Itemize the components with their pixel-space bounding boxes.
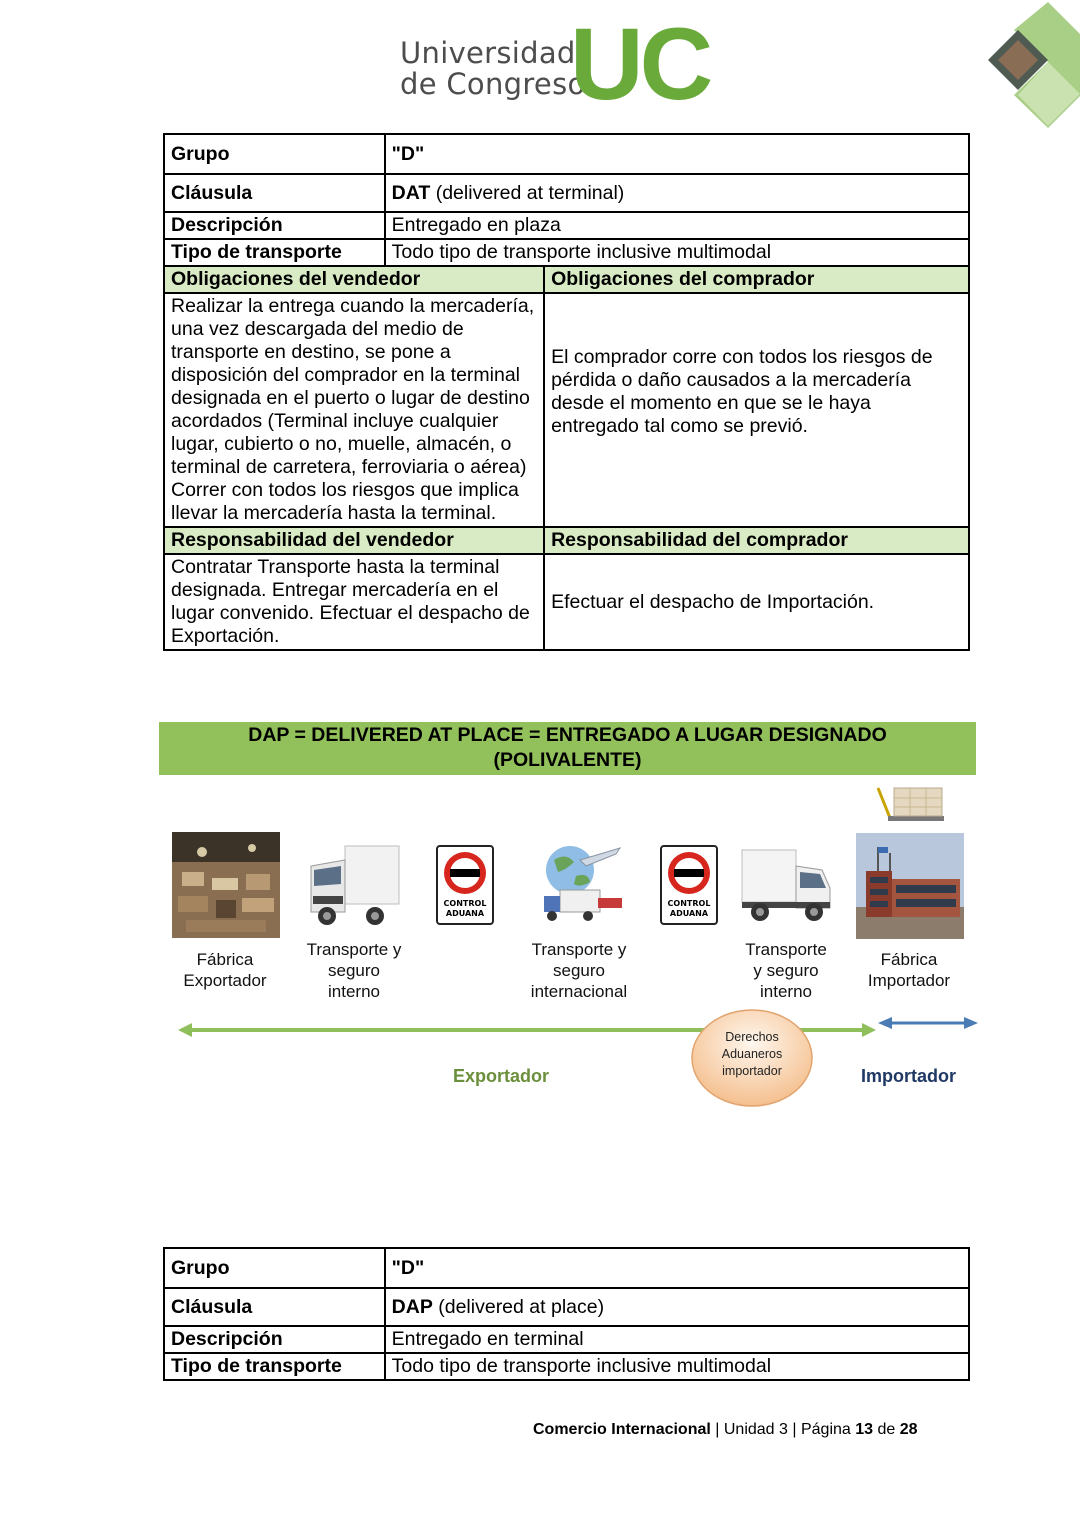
- no-entry-icon: [442, 850, 488, 896]
- control-sign-1-line2: ADUANA: [445, 909, 485, 918]
- dat-responsabilidad-comprador-header: Responsabilidad del comprador: [544, 527, 969, 554]
- label-fabrica-importador-l1: Fábrica: [880, 950, 938, 969]
- label-fabrica-importador-l2: Importador: [867, 971, 951, 990]
- logo-line2: de Congreso: [400, 67, 586, 101]
- dat-obligaciones-vendedor: Realizar la entrega cuando la mercadería, una vez descargada del medio de transporte en destino, se pone a disposición del comprador en la terminal designada en el puerto o lugar de destino acordados (Terminal incluye cualquier lugar, cubierto o no, muelle, almacén, o terminal de carretera, ferroviaria o aérea) Correr con todos los riesgos que implica llevar la mercadería hasta la terminal.: [164, 293, 544, 527]
- control-sign-2-line2: ADUANA: [669, 909, 709, 918]
- dap-tipo-label: Tipo de transporte: [164, 1353, 385, 1380]
- importer-arrow-left-head: [878, 1017, 892, 1029]
- control-sign-1-line1: CONTROL: [443, 899, 487, 908]
- label-transporte-interno-l3: interno: [328, 982, 380, 1001]
- dap-banner-line1: DAP = DELIVERED AT PLACE = ENTREGADO A LUGAR DESIGNADO: [248, 724, 887, 746]
- derechos-l1: Derechos: [725, 1030, 779, 1044]
- label-transporte-interno-2-l1: Transporte: [745, 940, 827, 959]
- dap-table: [163, 1247, 970, 1381]
- dap-grupo-label: Grupo: [164, 1248, 385, 1288]
- international-transport-icon: [536, 842, 624, 924]
- dat-descripcion-value: Entregado en plaza: [385, 212, 969, 239]
- dat-clausula-desc: (delivered at terminal): [430, 181, 625, 204]
- footer-unit: Unidad 3: [723, 1421, 788, 1438]
- dat-obligaciones-comprador-header: Obligaciones del comprador: [544, 266, 969, 293]
- page-footer: Comercio Internacional | Unidad 3 | Página 13 de 28: [533, 1421, 918, 1438]
- dat-descripcion-label: Descripción: [164, 212, 385, 239]
- corner-decoration-icon: [984, 0, 1080, 130]
- dap-banner-line2: (POLIVALENTE): [493, 749, 642, 771]
- label-transporte-interno-l2: seguro: [328, 961, 380, 980]
- dat-clausula-label: Cláusula: [164, 174, 385, 212]
- dat-tipo-label: Tipo de transporte: [164, 239, 385, 266]
- dap-descripcion-value: Entregado en terminal: [385, 1326, 969, 1353]
- truck-icon: [305, 842, 401, 928]
- label-fabrica-exportador-l2: Exportador: [183, 971, 267, 990]
- dat-responsabilidad-vendedor: Contratar Transporte hasta la terminal designada. Entregar mercadería en el lugar convenido. Efectuar el despacho de Exportación.: [164, 554, 544, 650]
- label-transporte-interno-2-l3: interno: [760, 982, 812, 1001]
- dap-clausula-label: Cláusula: [164, 1288, 385, 1326]
- dap-banner: [159, 722, 976, 775]
- university-logo-text: [400, 38, 586, 100]
- label-fabrica-importador: [854, 949, 964, 991]
- delivery-truck-icon: [740, 846, 832, 924]
- dat-obligaciones-comprador: El comprador corre con todos los riesgos de pérdida o daño causados a la mercadería desde el momento en que se le haya entregado tal como se previó.: [544, 293, 969, 527]
- label-transporte-internacional-l3: internacional: [530, 982, 628, 1001]
- label-transporte-interno: [294, 939, 414, 1002]
- dap-clausula-desc: (delivered at place): [432, 1295, 605, 1318]
- derechos-l2: Aduaneros: [721, 1047, 783, 1061]
- label-transporte-internacional: [514, 939, 644, 1002]
- factory-exporter-photo: [172, 832, 280, 938]
- dap-clausula-code: DAP: [391, 1295, 433, 1318]
- label-transporte-internacional-l1: Transporte y: [531, 940, 627, 959]
- dat-responsabilidad-vendedor-header: Responsabilidad del vendedor: [164, 527, 544, 554]
- dat-clausula-code: DAT: [391, 181, 431, 204]
- dat-obligaciones-vendedor-header: Obligaciones del vendedor: [164, 266, 544, 293]
- dap-clausula-value: [385, 1288, 969, 1326]
- footer-page-total: 28: [899, 1421, 918, 1438]
- label-transporte-internacional-l2: seguro: [553, 961, 605, 980]
- derechos-aduaneros-label: [700, 1029, 804, 1080]
- exportador-label: Exportador: [453, 1066, 550, 1086]
- dat-responsabilidad-comprador: Efectuar el despacho de Importación.: [544, 554, 969, 650]
- dat-tipo-value: Todo tipo de transporte inclusive multimodal: [385, 239, 969, 266]
- footer-page-word: Página: [800, 1421, 851, 1438]
- responsibility-arrows: [176, 1014, 980, 1046]
- label-fabrica-exportador: [170, 949, 280, 991]
- dat-table: [163, 133, 970, 651]
- label-transporte-interno-l1: Transporte y: [306, 940, 402, 959]
- label-fabrica-exportador-l1: Fábrica: [196, 950, 254, 969]
- pallet-jack-icon: [870, 784, 946, 826]
- exporter-arrow-right-head: [862, 1023, 876, 1037]
- importador-label: Importador: [861, 1066, 957, 1086]
- university-logo-mark: UC: [570, 7, 710, 121]
- customs-control-sign-2: [660, 845, 718, 925]
- dat-grupo-value: "D": [385, 134, 969, 174]
- label-transporte-interno-2: [730, 939, 842, 1002]
- no-entry-icon: [666, 850, 712, 896]
- dap-descripcion-label: Descripción: [164, 1326, 385, 1353]
- footer-of-word: de: [877, 1421, 896, 1438]
- footer-course: Comercio Internacional: [533, 1421, 711, 1438]
- label-transporte-interno-2-l2: y seguro: [753, 961, 819, 980]
- factory-importer-photo: [856, 833, 964, 939]
- dat-clausula-value: [385, 174, 969, 212]
- control-sign-2-line1: CONTROL: [667, 899, 711, 908]
- dap-grupo-value: "D": [385, 1248, 969, 1288]
- dap-tipo-value: Todo tipo de transporte inclusive multimodal: [385, 1353, 969, 1380]
- importer-arrow-right-head: [964, 1017, 978, 1029]
- customs-control-sign-1: [436, 845, 494, 925]
- derechos-l3: importador: [722, 1064, 782, 1078]
- exporter-arrow-left-head: [178, 1023, 192, 1037]
- footer-page-number: 13: [855, 1421, 874, 1438]
- logo-line1: Universidad: [400, 36, 576, 70]
- dat-grupo-label: Grupo: [164, 134, 385, 174]
